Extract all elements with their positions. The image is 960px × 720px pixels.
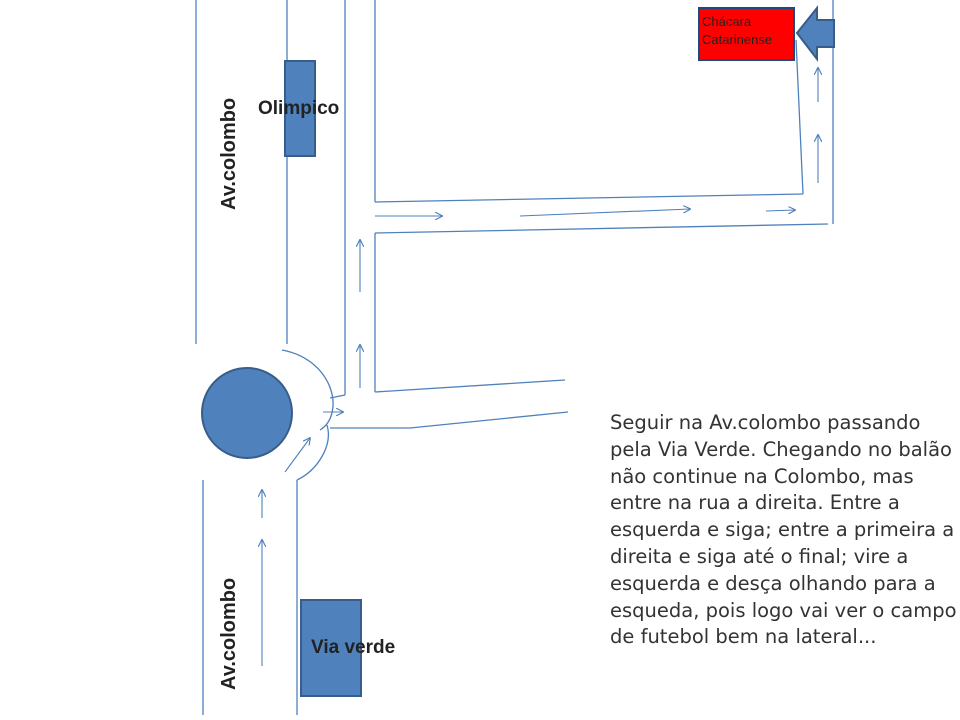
route-arrow xyxy=(766,210,795,211)
destination-name-line2: Catarinense xyxy=(702,32,773,47)
olimpico-label: Olimpico xyxy=(258,98,340,119)
cross-road-south-edge xyxy=(375,224,828,233)
route-arrow xyxy=(285,438,310,472)
av-colombo-lower-label: Av.colombo xyxy=(218,577,240,690)
cross-road-north-edge xyxy=(375,194,803,202)
east-street-south-edge-2 xyxy=(410,412,568,428)
route-arrow xyxy=(520,209,690,216)
east-street-north-edge xyxy=(375,380,565,392)
directions-text: Seguir na Av.colombo passando pela Via Verde. Chegando no balão não continue na Colombo, mas entre na rua a direita. Entre a esquerda e siga; entre a primeira a direita e siga até o final; vire a esquerda e desça olhando para a esqueda, pois logo vai ver o campo de futebol bem na lateral... xyxy=(610,411,957,649)
destination-pointer-arrow xyxy=(797,8,834,59)
via-verde-label: Via verde xyxy=(311,637,396,658)
destination-name-line1: Chácara xyxy=(702,14,752,29)
av-colombo-upper-label: Av.colombo xyxy=(218,97,240,210)
destination-marker xyxy=(698,7,795,61)
roundabout-curve-lower xyxy=(297,425,328,480)
final-road-west-edge xyxy=(796,40,803,194)
roundabout xyxy=(202,368,292,458)
